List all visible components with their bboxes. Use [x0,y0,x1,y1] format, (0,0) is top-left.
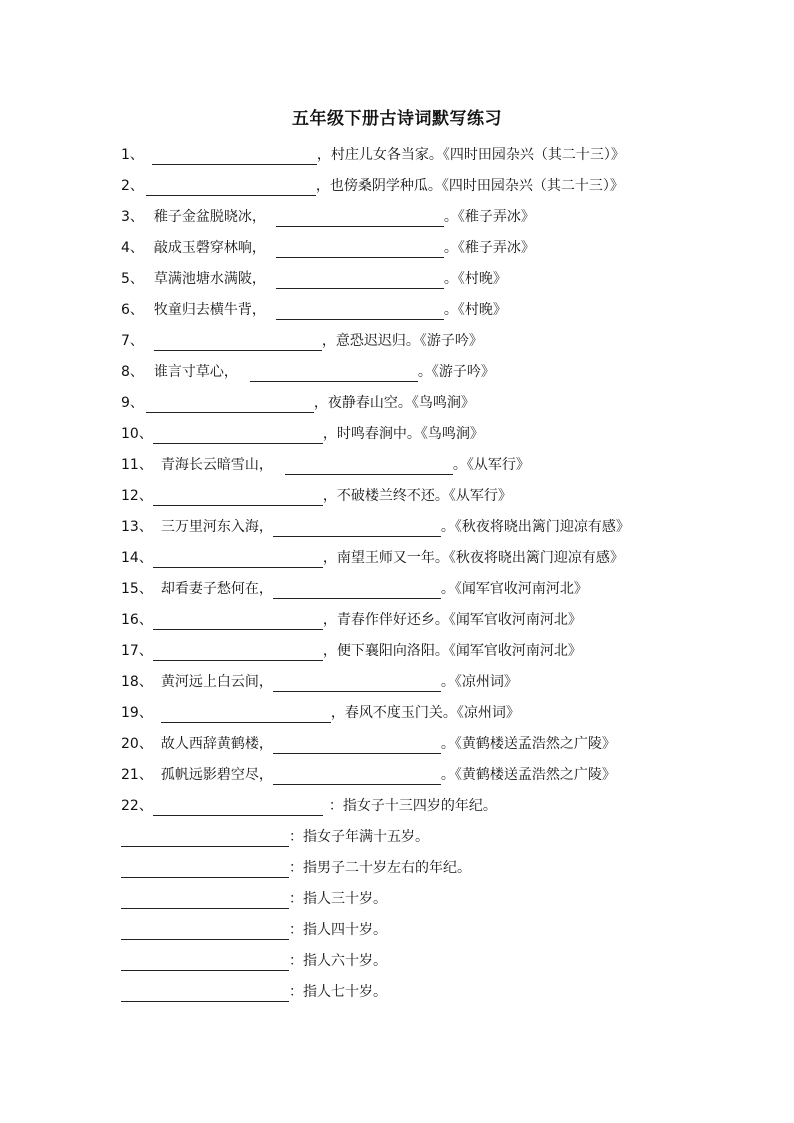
answer-blank[interactable] [121,861,289,878]
item-number: 7、 [121,333,144,349]
item-text: 敲成玉磬穿林响， [153,240,266,256]
answer-blank[interactable] [161,706,331,723]
item-text: 。《村晚》 [443,302,507,318]
item-text: 。《从军行》 [452,457,530,473]
answer-blank[interactable] [154,334,322,351]
item-text: 。《稚子弄冰》 [443,209,535,225]
answer-blank[interactable] [276,272,444,289]
item-text: ，意恐迟迟归。《游子吟》 [321,333,483,349]
item-text: ，也傍桑阴学种瓜。《四时田园杂兴（其二十三）》 [315,178,624,194]
item-number: 11、 [121,457,153,473]
item-number: 18、 [121,674,153,690]
item-text: 。《游子吟》 [417,364,495,380]
answer-blank[interactable] [121,892,289,909]
list-item [121,610,582,630]
item-number: 8、 [121,364,144,380]
item-number: 9、 [121,395,144,411]
answer-blank[interactable] [153,489,323,506]
list-item [121,889,387,909]
list-item [121,269,507,289]
list-item [121,796,497,816]
item-number: 6、 [121,302,144,318]
list-item [121,982,387,1002]
item-text: 。《凉州词》 [440,674,518,690]
list-item [121,641,582,661]
answer-blank[interactable] [152,148,317,165]
item-text: 稚子金盆脱晓冰， [153,209,266,225]
list-item [121,734,616,754]
item-number: 12、 [121,488,153,504]
list-item [121,238,535,258]
item-number: 4、 [121,240,144,256]
item-text: ，春风不度玉门关。《凉州词》 [330,705,520,721]
list-item [121,176,624,196]
answer-blank[interactable] [273,675,441,692]
list-item [121,827,429,847]
item-text: ：指人三十岁。 [289,891,387,907]
item-text: ，便下襄阳向洛阳。《闻军官收河南河北》 [322,643,582,659]
list-item [121,765,616,785]
answer-blank[interactable] [153,551,323,568]
item-text: ，不破楼兰终不还。《从军行》 [322,488,512,504]
item-number: 5、 [121,271,144,287]
item-text: ，夜静春山空。《鸟鸣涧》 [313,395,475,411]
item-number: 3、 [121,209,144,225]
list-item [121,703,520,723]
item-text: 草满池塘水满陂， [153,271,266,287]
answer-blank[interactable] [121,830,289,847]
list-item [121,362,495,382]
item-text: ：指女子十三四岁的年纪。 [328,798,497,814]
item-number: 16、 [121,612,153,628]
page-title: 五年级下册古诗词默写练习 [292,109,502,129]
list-item [121,331,483,351]
item-text: 。《黄鹤楼送孟浩然之广陵》 [440,767,616,783]
item-text: ，村庄儿女各当家。《四时田园杂兴（其二十三）》 [316,147,625,163]
list-item [121,393,475,413]
item-number: 22、 [121,798,153,814]
item-text: 牧童归去横牛背， [153,302,266,318]
answer-blank[interactable] [121,923,289,940]
answer-blank[interactable] [273,768,441,785]
item-text: ，青春作伴好还乡。《闻军官收河南河北》 [322,612,582,628]
answer-blank[interactable] [276,303,444,320]
answer-blank[interactable] [250,365,418,382]
list-item [121,517,630,537]
item-text: 三万里河东入海， [160,519,273,535]
item-text: 。《闻军官收河南河北》 [440,581,588,597]
item-number: 17、 [121,643,153,659]
list-item [121,858,471,878]
answer-blank[interactable] [146,396,314,413]
list-item [121,455,530,475]
item-text: ：指人七十岁。 [289,984,387,1000]
list-item [121,920,387,940]
list-item [121,951,387,971]
answer-blank[interactable] [273,737,441,754]
list-item [121,672,518,692]
answer-blank[interactable] [285,458,453,475]
item-number: 15、 [121,581,153,597]
item-text: 谁言寸草心， [153,364,238,380]
answer-blank[interactable] [153,613,323,630]
item-number: 21、 [121,767,153,783]
answer-blank[interactable] [153,799,323,816]
item-number: 13、 [121,519,153,535]
item-text: 却看妻子愁何在， [160,581,273,597]
answer-blank[interactable] [153,427,323,444]
answer-blank[interactable] [273,520,441,537]
item-text: 。《黄鹤楼送孟浩然之广陵》 [440,736,616,752]
list-item [121,486,512,506]
item-text: ：指男子二十岁左右的年纪。 [289,860,471,876]
item-number: 20、 [121,736,153,752]
list-item [121,579,588,599]
list-item [121,548,624,568]
item-text: 。《村晚》 [443,271,507,287]
item-text: ：指人四十岁。 [289,922,387,938]
answer-blank[interactable] [121,954,289,971]
item-number: 2、 [121,178,144,194]
item-text: ，时鸣春涧中。《鸟鸣涧》 [322,426,484,442]
item-text: ：指人六十岁。 [289,953,387,969]
answer-blank[interactable] [273,582,441,599]
item-number: 14、 [121,550,153,566]
item-text: ，南望王师又一年。《秋夜将晓出篱门迎凉有感》 [322,550,624,566]
list-item [121,424,484,444]
item-text: 黄河远上白云间， [160,674,273,690]
answer-blank[interactable] [146,179,316,196]
item-number: 19、 [121,705,153,721]
item-text: ：指女子年满十五岁。 [289,829,429,845]
item-text: 故人西辞黄鹤楼， [160,736,273,752]
list-item [121,145,625,165]
item-text: 。《秋夜将晓出篱门迎凉有感》 [440,519,630,535]
answer-blank[interactable] [121,985,289,1002]
item-text: 。《稚子弄冰》 [443,240,535,256]
answer-blank[interactable] [276,210,444,227]
answer-blank[interactable] [276,241,444,258]
item-text: 青海长云暗雪山， [160,457,273,473]
item-text: 孤帆远影碧空尽， [160,767,273,783]
list-item [121,207,535,227]
item-number: 1、 [121,147,144,163]
item-number: 10、 [121,426,153,442]
list-item [121,300,507,320]
answer-blank[interactable] [153,644,323,661]
